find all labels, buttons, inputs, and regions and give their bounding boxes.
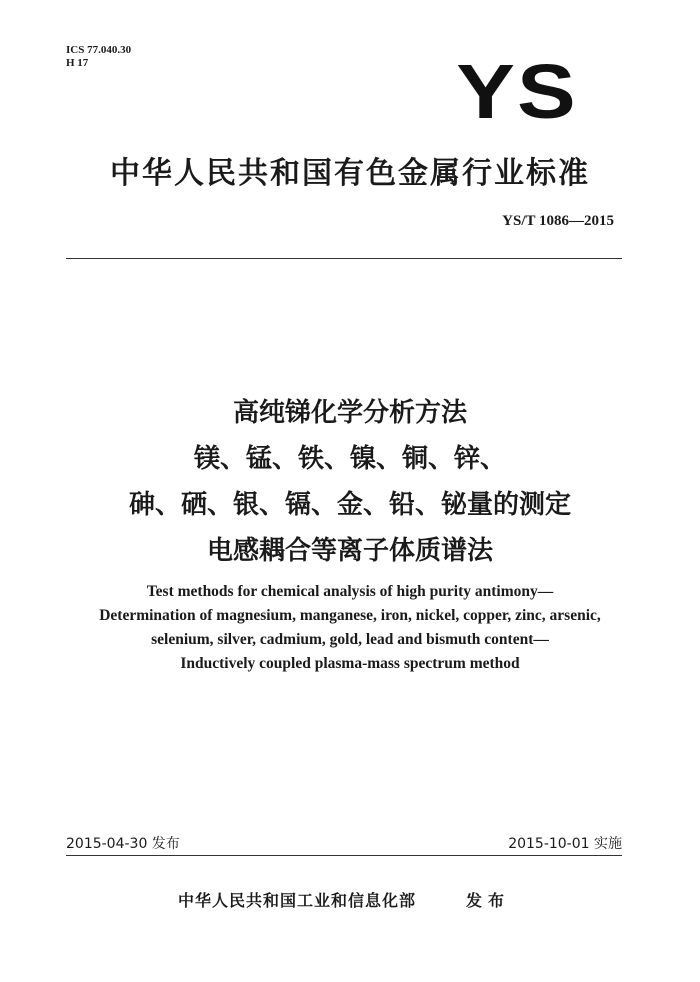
implementation-date: 2015-10-01 实施 — [508, 836, 622, 852]
issuing-authority: 中华人民共和国工业和信息化部 — [178, 891, 417, 910]
chinese-title-line: 砷、硒、银、镉、金、铅、铋量的测定 — [128, 490, 571, 520]
classification-code: H 17 — [66, 57, 89, 69]
header-divider — [66, 258, 622, 259]
standard-number: YS/T 1086—2015 — [502, 213, 614, 229]
english-title — [0, 580, 700, 676]
chinese-title-line: 高纯锑化学分析方法 — [232, 398, 467, 428]
ys-logo-graphic — [451, 50, 583, 122]
chinese-title-line: 镁、锰、铁、镍、铜、锌、 — [193, 444, 506, 474]
issue-label: 发布 — [466, 891, 511, 910]
footer-divider — [66, 855, 622, 856]
ys-logo — [451, 50, 583, 126]
chinese-title-line: 电感耦合等离子体质谱法 — [206, 536, 493, 566]
chinese-title — [0, 390, 700, 574]
english-title-line: Determination of magnesium, manganese, iron, nickel, copper, zinc, arsenic, — [99, 607, 601, 624]
english-title-line: Test methods for chemical analysis of high purity antimony— — [146, 583, 554, 600]
ics-block — [66, 44, 131, 70]
standard-category-title: 中华人民共和国有色金属行业标准 — [110, 156, 590, 191]
ics-code: ICS 77.040.30 — [66, 44, 132, 56]
english-title-line: selenium, silver, cadmium, gold, lead and bismuth content— — [151, 631, 549, 648]
issue-date: 2015-04-30 发布 — [66, 836, 180, 852]
english-title-line: Inductively coupled plasma-mass spectrum method — [180, 655, 520, 672]
ys-logo-text: YS — [456, 50, 578, 122]
